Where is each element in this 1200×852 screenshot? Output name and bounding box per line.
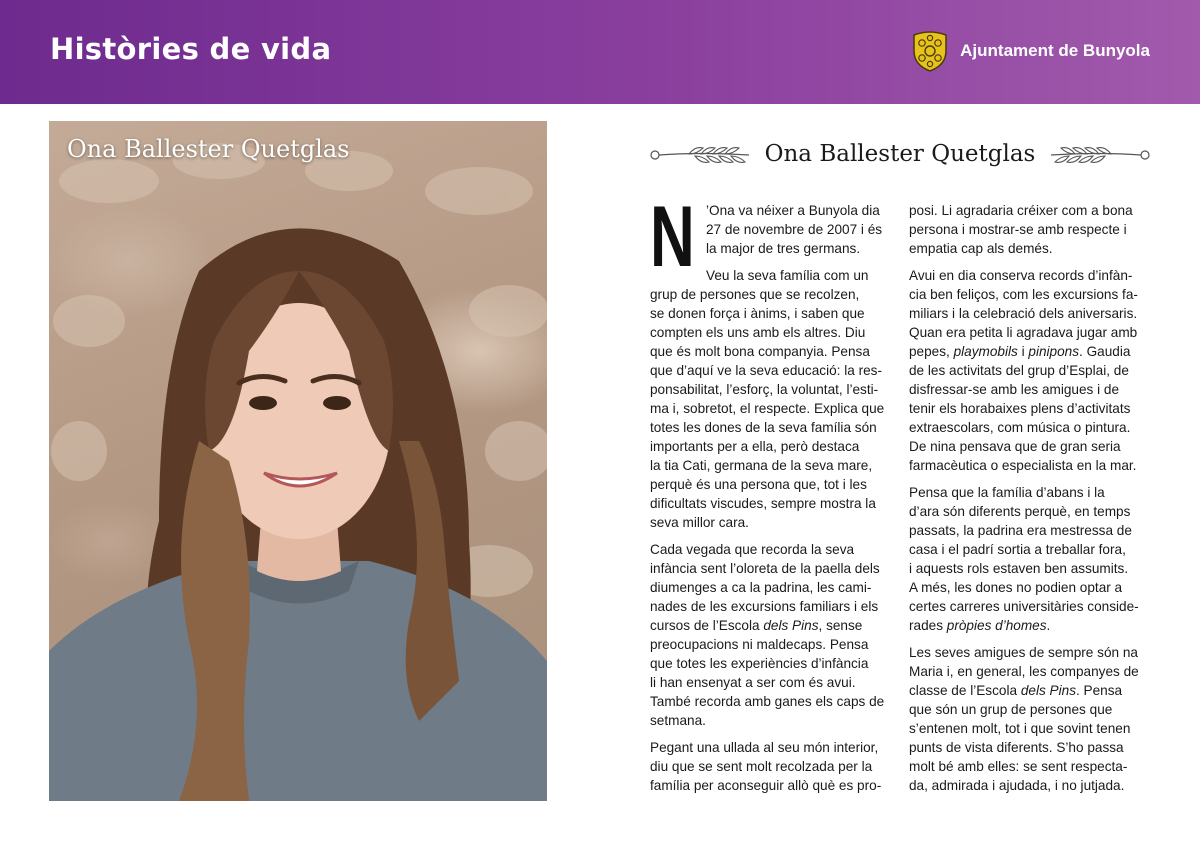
- text-line: [909, 681, 1155, 700]
- text-line: Maria i, en general, les companyes de: [909, 664, 1139, 679]
- text-line: la tia Cati, germana de la seva mare,: [650, 458, 873, 473]
- text-line: De nina pensava que de gran seria: [909, 439, 1121, 454]
- text-line: extraescolars, com música o pintura.: [909, 420, 1131, 435]
- text-line: Veu la seva família com un: [706, 268, 869, 283]
- portrait-photo: [49, 121, 547, 801]
- paragraph: [650, 540, 896, 730]
- text-line: que d’aquí ve la seva educació: la res-: [650, 363, 882, 378]
- paragraph: [909, 483, 1155, 635]
- text-line: d’ara són diferents perquè, en temps: [909, 504, 1131, 519]
- text-line: Quan era petita li agradava jugar amb: [909, 325, 1138, 340]
- article-title: Ona Ballester Quetglas: [764, 141, 1036, 167]
- text-line: tenir els horabaixes plens d’activitats: [909, 401, 1131, 416]
- photo-caption: Ona Ballester Quetglas: [67, 135, 350, 163]
- text-line: casa i el padrí sortia a treballar fora,: [909, 542, 1126, 557]
- section-title: Històries de vida: [50, 32, 332, 66]
- text-line: de les activitats del grup d’Esplai, de: [909, 363, 1129, 378]
- text-run: i: [1017, 344, 1029, 359]
- italic-text: playmobils: [953, 344, 1018, 359]
- text-line: grup de persones que se recolzen,: [650, 287, 860, 302]
- paragraph: [650, 266, 896, 532]
- text-line: molt bé amb elles: se sent respecta-: [909, 759, 1128, 774]
- italic-text: dels Pins: [763, 618, 819, 633]
- laurel-branch-icon: [649, 140, 755, 168]
- text-line: [909, 342, 1155, 361]
- text-run: pepes,: [909, 344, 954, 359]
- text-line: A més, les dones no podien optar a: [909, 580, 1123, 595]
- text-line: disfressar-se amb les amigues i de: [909, 382, 1120, 397]
- laurel-branch-icon: [1045, 140, 1151, 168]
- text-line: dificultats viscudes, sempre mostra la: [650, 496, 876, 511]
- text-line: nades de les excursions familiars i els: [650, 599, 879, 614]
- brand-name: Ajuntament de Bunyola: [960, 41, 1150, 60]
- text-run: cursos de l’Escola: [650, 618, 764, 633]
- text-line: se donen força i ànims, i saben que: [650, 306, 865, 321]
- text-line: infància sent l’oloreta de la paella dels: [650, 561, 880, 576]
- text-line: totes les dones de la seva família són: [650, 420, 877, 435]
- text-line: la major de tres germans.: [706, 241, 861, 256]
- text-line: setmana.: [650, 713, 706, 728]
- text-line: que són un grup de persones que: [909, 702, 1113, 717]
- portrait-illustration: [49, 121, 547, 801]
- text-run: , sense: [818, 618, 863, 633]
- paragraph: [909, 266, 1155, 475]
- text-line: punts de vista diferents. S’ho passa: [909, 740, 1124, 755]
- text-line: i aquests rols estaven ben assumits.: [909, 561, 1129, 576]
- text-line: que totes les experiències d’infància: [650, 656, 869, 671]
- text-line: persona i mostrar-se amb respecte i: [909, 222, 1127, 237]
- bunyola-coat-of-arms-icon: [910, 29, 950, 73]
- italic-text: pròpies d’homes: [946, 618, 1047, 633]
- article-title-row: [650, 136, 1150, 172]
- header-banner: [0, 0, 1200, 104]
- text-line: 27 de novembre de 2007 i és: [706, 222, 883, 237]
- paragraph: [909, 201, 1155, 258]
- text-line: compten els uns amb els altres. Diu: [650, 325, 866, 340]
- text-line: da, admirada i ajudada, i no jutjada.: [909, 778, 1125, 793]
- drop-cap: N: [650, 189, 695, 285]
- text-line: miliars i la celebració dels aniversaris.: [909, 306, 1138, 321]
- text-run: rades: [909, 618, 947, 633]
- text-line: Pegant una ullada al seu món interior,: [650, 740, 879, 755]
- text-line: que és molt bona companyia. Pensa: [650, 344, 870, 359]
- text-run: . Gaudia: [1079, 344, 1131, 359]
- paragraph: [909, 643, 1155, 795]
- text-line: s’entenen molt, tot i que sovint tenen: [909, 721, 1131, 736]
- text-line: [650, 616, 896, 635]
- italic-text: pinipons: [1028, 344, 1080, 359]
- text-line: Pensa que la família d’abans i la: [909, 485, 1105, 500]
- article-column-1: [650, 189, 896, 803]
- text-line: posi. Li agradaria créixer com a bona: [909, 203, 1133, 218]
- text-line: diu que se sent molt recolzada per la: [650, 759, 873, 774]
- text-line: Les seves amigues de sempre són na: [909, 645, 1138, 660]
- text-line: També recorda amb ganes els caps de: [650, 694, 885, 709]
- text-line: ’Ona va néixer a Bunyola dia: [706, 203, 880, 218]
- text-line: perquè és una persona que, tot i les: [650, 477, 867, 492]
- text-line: Cada vegada que recorda la seva: [650, 542, 855, 557]
- text-run: classe de l’Escola: [909, 683, 1021, 698]
- text-line: farmacèutica o especialista en la mar.: [909, 458, 1137, 473]
- text-line: passats, la padrina era mestressa de: [909, 523, 1132, 538]
- text-run: . Pensa: [1076, 683, 1123, 698]
- text-line: seva millor cara.: [650, 515, 749, 530]
- paragraph: [650, 201, 896, 258]
- text-line: ma i, sobretot, el respecte. Explica que: [650, 401, 885, 416]
- text-line: li han ensenyat a ser com és avui.: [650, 675, 856, 690]
- text-line: cia ben feliços, com les excursions fa-: [909, 287, 1138, 302]
- text-line: ponsabilitat, l’esforç, la voluntat, l’esti-: [650, 382, 879, 397]
- text-line: preocupacions ni maldecaps. Pensa: [650, 637, 869, 652]
- text-run: .: [1046, 618, 1051, 633]
- brand: [910, 29, 1150, 73]
- text-line: Avui en dia conserva records d’infàn-: [909, 268, 1133, 283]
- text-line: importants per a ella, però destaca: [650, 439, 860, 454]
- article-column-2: [909, 201, 1155, 803]
- italic-text: dels Pins: [1020, 683, 1076, 698]
- paragraph: [650, 738, 896, 795]
- text-line: diumenges a ca la padrina, les cami-: [650, 580, 872, 595]
- text-line: empatia cap als demés.: [909, 241, 1053, 256]
- text-line: família per aconseguir allò què es pro-: [650, 778, 882, 793]
- text-line: [909, 616, 1155, 635]
- text-line: certes carreres universitàries conside-: [909, 599, 1139, 614]
